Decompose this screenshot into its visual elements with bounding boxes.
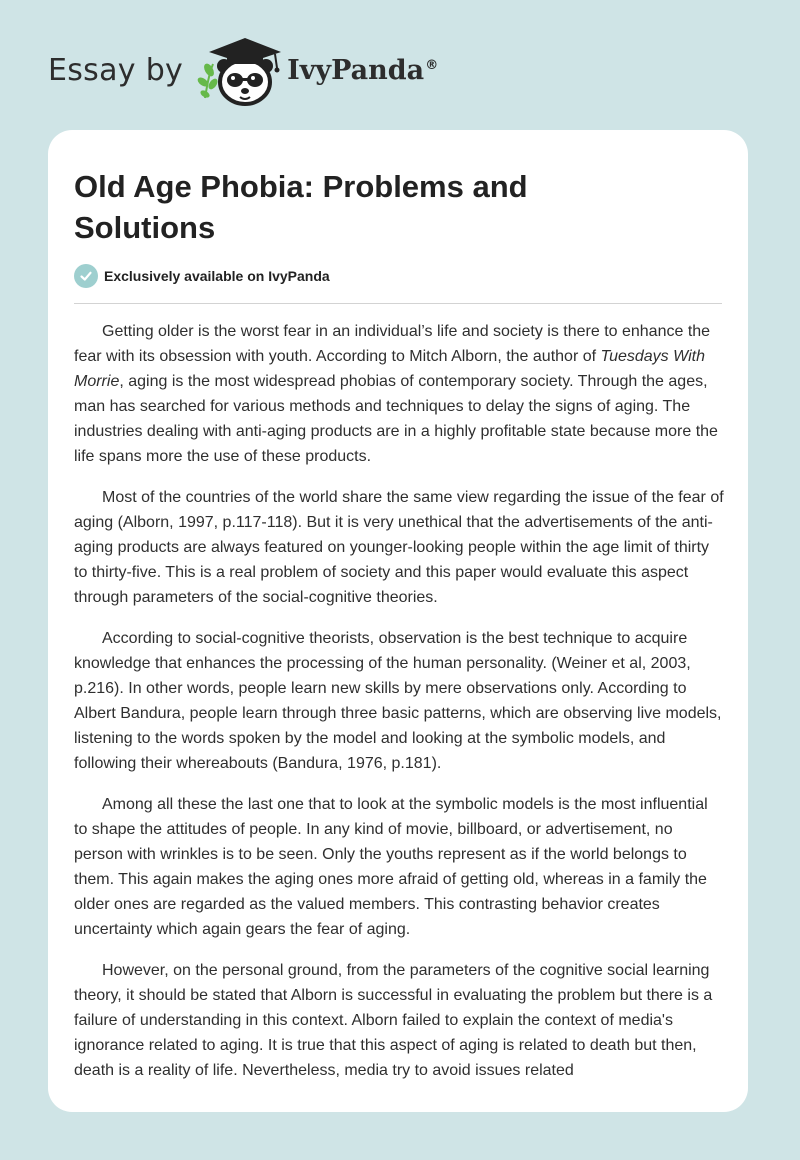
site-header bbox=[48, 30, 438, 110]
paragraph-1: Getting older is the worst fear in an individual’s life and society is there to enhance the fear with its obsession with youth. According to Mitch Alborn, the author of Tuesdays With Morrie, aging is the most widespread phobias of contemporary society. Through the ages, man has searched for various methods and techniques to delay the signs of aging. The industries dealing with anti-aging products are in a highly profitable state because more the life spans more the use of these products. bbox=[74, 323, 718, 465]
exclusive-badge bbox=[74, 264, 330, 288]
exclusive-badge-label: Exclusively available on IvyPanda bbox=[104, 268, 330, 284]
checkmark-icon bbox=[74, 264, 98, 288]
paragraph-3: According to social-cognitive theorists, observation is the best technique to acquire knowledge that enhances the processing of the human personality. (Weiner et al, 2003, p.216). In other words, people learn new skills by mere observations only. According to Albert Bandura, people learn through three basic patterns, which are observing live models, listening to the words spoken by the model and looking at the symbolic models, and following their whereabouts (Bandura, 1976, p.181). bbox=[74, 630, 722, 772]
title-divider bbox=[74, 303, 722, 304]
essay-title: Old Age Phobia: Problems and Solutions bbox=[74, 169, 528, 245]
registered-mark: ® bbox=[425, 57, 439, 73]
book-title: Tuesdays With Morrie bbox=[74, 348, 705, 390]
essay-by-label: Essay by bbox=[48, 52, 184, 88]
panda-logo-icon[interactable] bbox=[197, 30, 289, 110]
essay-body bbox=[74, 319, 724, 1099]
ivypanda-wordmark[interactable]: IvyPanda® bbox=[287, 54, 439, 86]
essay-card bbox=[48, 130, 748, 1112]
paragraph-2: Most of the countries of the world share the same view regarding the issue of the fear of aging (Alborn, 1997, p.117-118). But it is very unethical that the advertisements of the anti-aging products are always featured on younger-looking people within the age limit of thirty to thirty-five. This is a real problem of society and this paper would evaluate this aspect through parameters of the social-cognitive theories. bbox=[74, 489, 724, 606]
paragraph-5: However, on the personal ground, from the parameters of the cognitive social learning theory, it should be stated that Alborn is successful in evaluating the problem but there is a failure of understanding in this context. Alborn failed to explain the context of media's ignorance related to aging. It is true that this aspect of aging is related to death but then, death is a reality of life. Nevertheless, media try to avoid issues related bbox=[74, 962, 713, 1079]
paragraph-4: Among all these the last one that to look at the symbolic models is the most influential to shape the attitudes of people. In any kind of movie, billboard, or advertisement, no person with wrinkles is to be seen. Only the youths represent as if the world belongs to them. This again makes the aging ones more afraid of getting old, whereas in a family the older ones are regarded as the valued members. This contrasting behavior creates uncertainty which again gears the fear of aging. bbox=[74, 796, 708, 938]
